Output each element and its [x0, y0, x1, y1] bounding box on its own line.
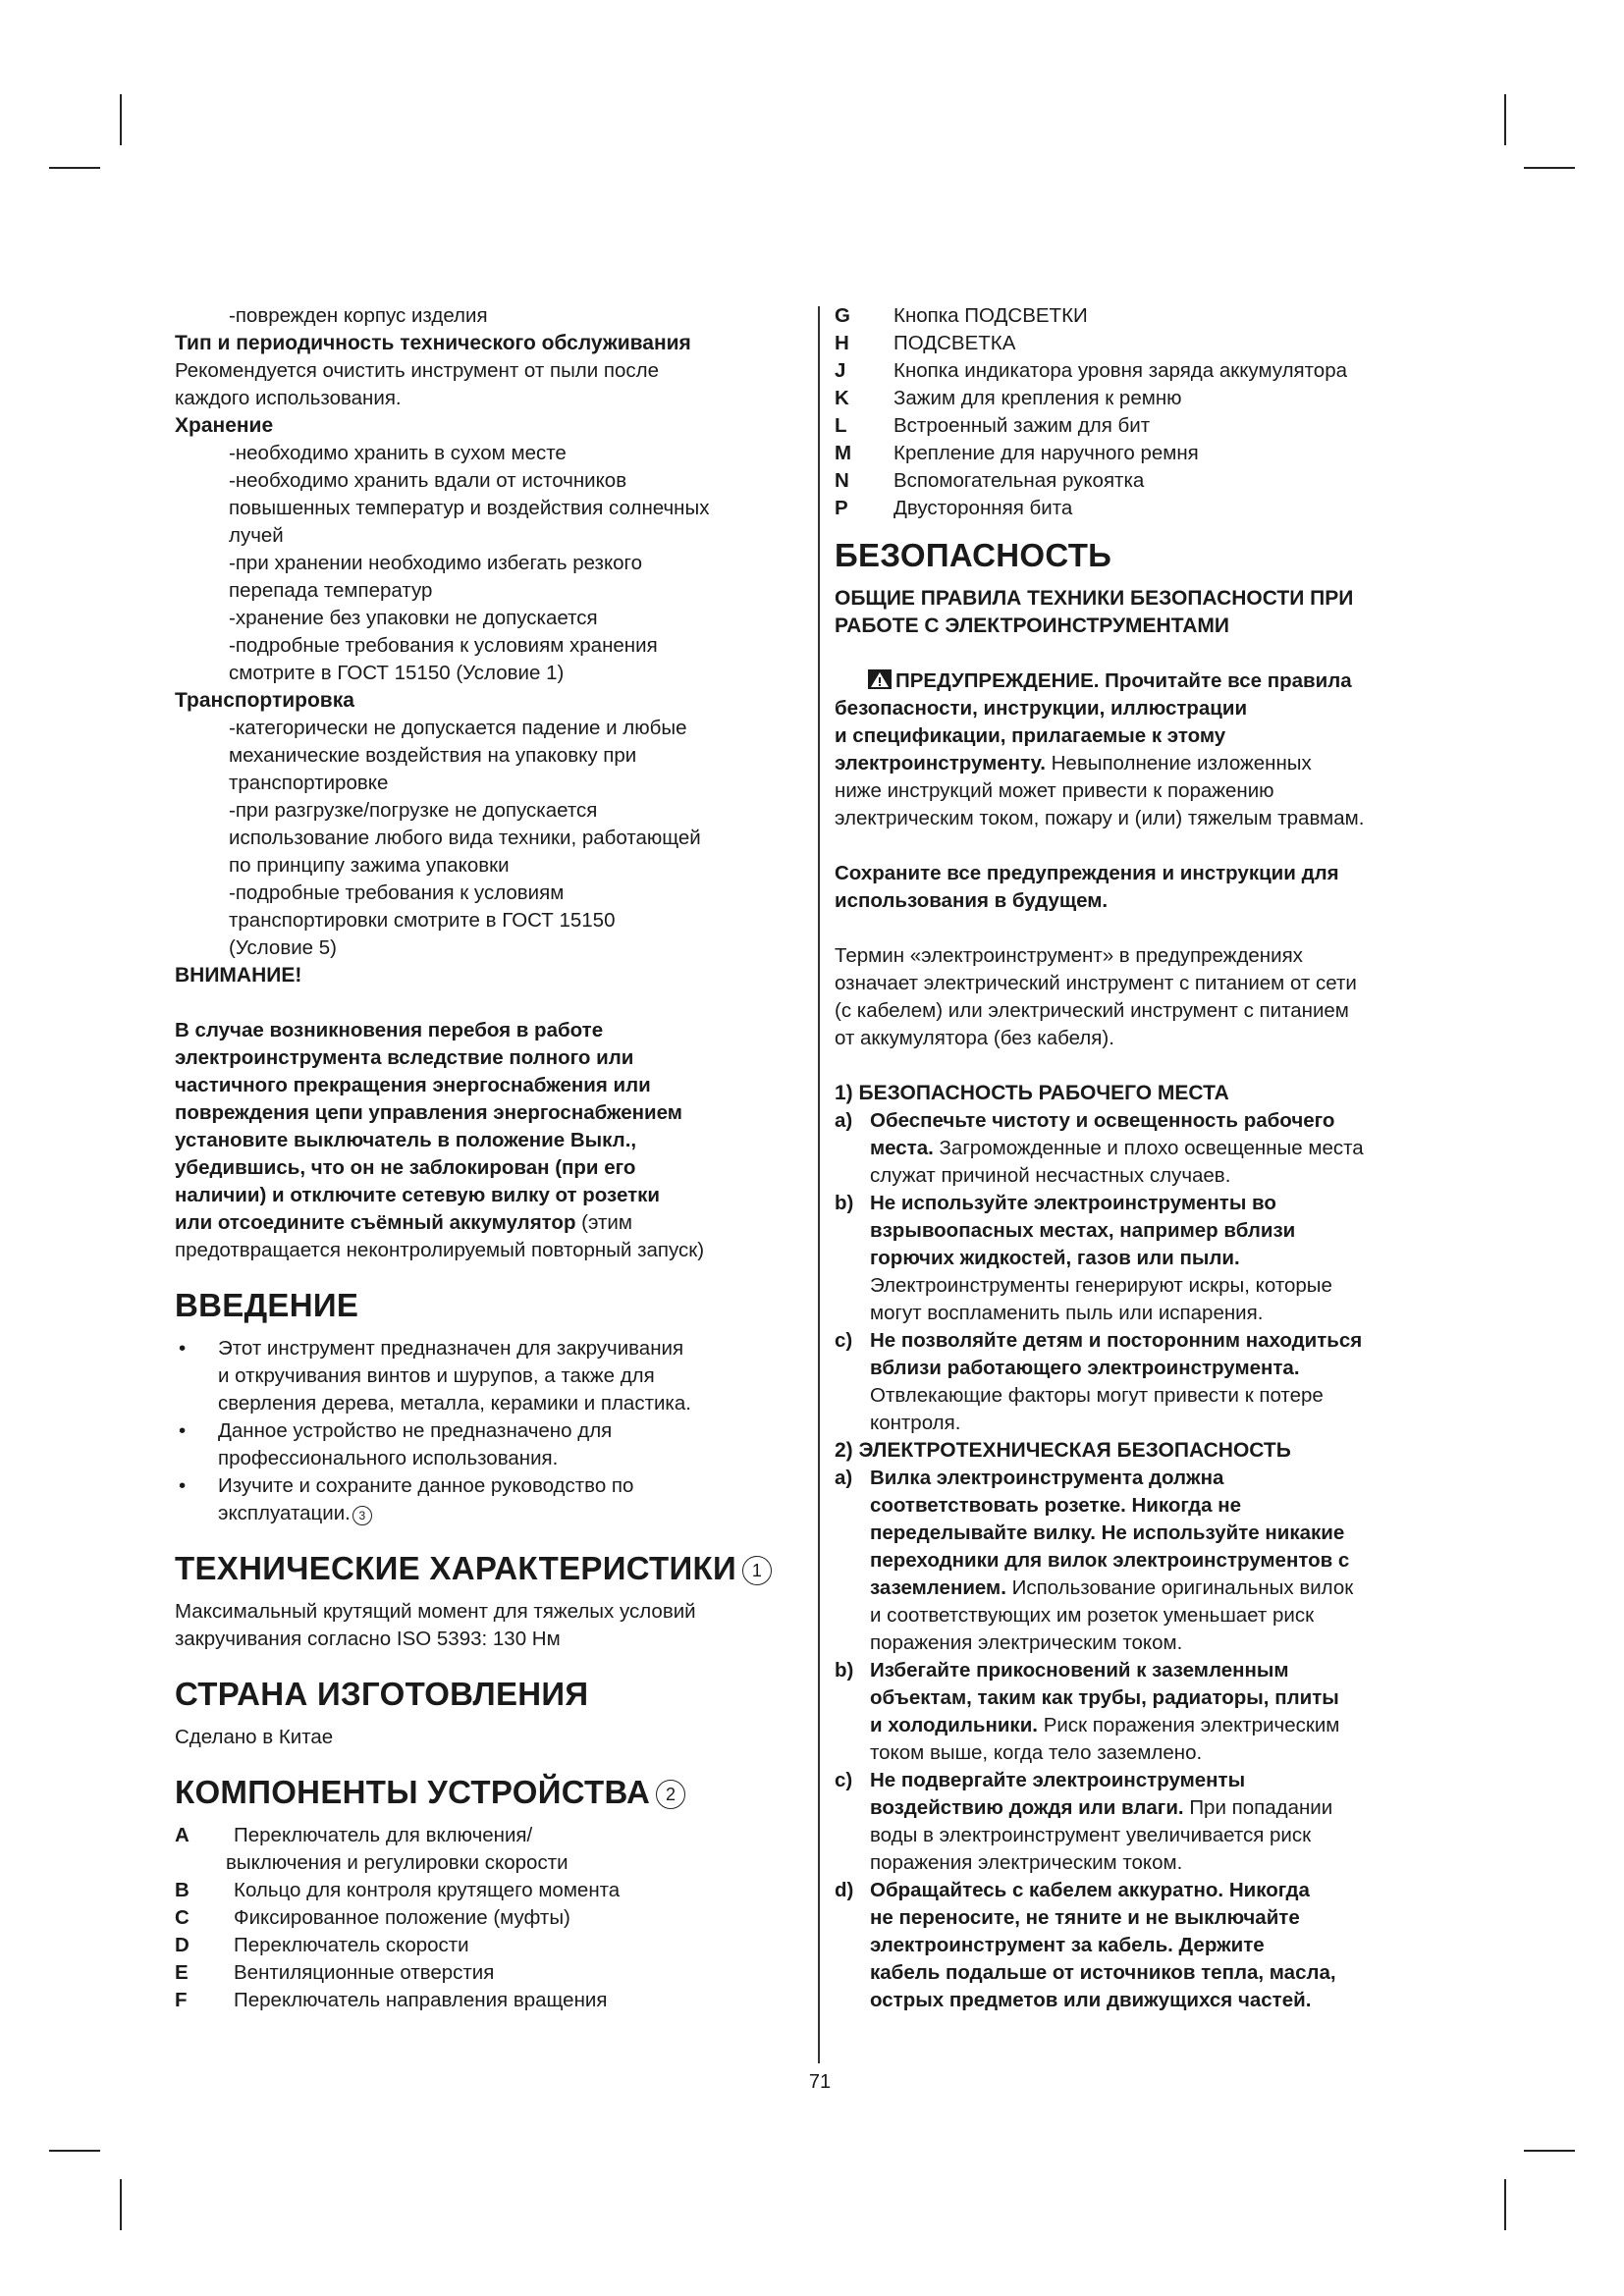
warning-block [835, 667, 1463, 832]
attention-line: (этим [575, 1211, 632, 1234]
page-number: 71 [808, 2071, 832, 2093]
rule-line: переходники для вилок электроинструментов с [870, 1549, 1350, 1572]
rule-line: и холодильники. [870, 1714, 1038, 1736]
component-key [175, 1849, 234, 1877]
electric-title: 2) ЭЛЕКТРОТЕХНИЧЕСКАЯ БЕЗОПАСНОСТЬ [835, 1439, 1291, 1462]
component-label: Переключатель для включения/ [234, 1824, 533, 1846]
storage-list [175, 440, 803, 687]
component-key: E [175, 1961, 189, 1984]
rule-letter: c) [835, 1769, 853, 1791]
component-item [835, 495, 1463, 522]
country-text: Сделано в Китае [175, 1726, 334, 1748]
bullet-line: сверления дерева, металла, керамики и пластика. [218, 1392, 691, 1415]
transport-line: транспортировке [229, 772, 389, 794]
bullet-line: Изучите и сохраните данное руководство по [218, 1474, 634, 1497]
maintenance-text: каждого использования. [175, 387, 402, 409]
component-label: Зажим для крепления к ремню [893, 387, 1182, 409]
rule-line: Вилка электроинструмента должна [870, 1467, 1224, 1489]
component-label: Кольцо для контроля крутящего момента [234, 1879, 621, 1901]
component-item [835, 385, 1463, 412]
rule-line: При попадании [1183, 1796, 1333, 1819]
component-item [175, 1959, 803, 1987]
component-item [175, 1822, 803, 1849]
transport-title: Транспортировка [175, 689, 354, 712]
rule-line: контроля. [870, 1412, 961, 1434]
spec-text: закручивания согласно ISO 5393: 130 Нм [175, 1628, 561, 1650]
transport-line: по принципу зажима упаковки [229, 854, 510, 877]
general-rules-title: РАБОТЕ С ЭЛЕКТРОИНСТРУМЕНТАМИ [835, 614, 1229, 637]
rule-line: поражения электрическим током. [870, 1851, 1183, 1874]
term-definition [835, 942, 1463, 1052]
attention-line: предотвращается неконтролируемый повторный запуск) [175, 1239, 705, 1261]
component-label: Кнопка ПОДСВЕТКИ [893, 304, 1088, 327]
work-area-title: 1) БЕЗОПАСНОСТЬ РАБОЧЕГО МЕСТА [835, 1082, 1229, 1104]
crop-mark [1504, 2179, 1506, 2230]
rule-line: и соответствующих им розеток уменьшает риск [870, 1604, 1315, 1627]
rule-line: воздействию дождя или влаги. [870, 1796, 1184, 1819]
attention-line: убедившись, что он не заблокирован (при его [175, 1156, 636, 1179]
term-line: Термин «электроинструмент» в предупреждениях [835, 944, 1303, 967]
rule-line: переделывайте вилку. Не используйте никакие [870, 1522, 1345, 1544]
warning-line: Невыполнение изложенных [1045, 752, 1312, 774]
component-item [835, 412, 1463, 440]
storage-line: -необходимо хранить вдали от источников [229, 469, 627, 492]
component-key: D [175, 1934, 189, 1956]
component-item [175, 1932, 803, 1959]
bullet-line: и откручивания винтов и шурупов, а также для [218, 1364, 655, 1387]
general-rules-title: ОБЩИЕ ПРАВИЛА ТЕХНИКИ БЕЗОПАСНОСТИ ПРИ [835, 587, 1354, 610]
component-label: Крепление для наручного ремня [893, 442, 1199, 464]
rule-line: горючих жидкостей, газов или пыли. [870, 1247, 1240, 1269]
rule-line: не переносите, не тяните и не выключайте [870, 1906, 1300, 1929]
bullet-dot: • [179, 1337, 187, 1360]
maintenance-text: Рекомендуется очистить инструмент от пыли после [175, 359, 660, 382]
work-area-rule-item [835, 1190, 1463, 1327]
component-item [835, 357, 1463, 385]
term-line: означает электрический инструмент с питанием от сети [835, 972, 1357, 994]
component-label: Встроенный зажим для бит [893, 414, 1151, 437]
component-label: Двусторонняя бита [893, 497, 1073, 519]
component-item [835, 467, 1463, 495]
component-key: M [835, 442, 852, 464]
crop-mark [49, 167, 100, 169]
bullet-item [175, 1417, 803, 1472]
rule-letter: c) [835, 1329, 853, 1352]
component-key: H [835, 332, 849, 354]
warning-line: электрическим током, пожару и (или) тяжелым травмам. [835, 807, 1365, 829]
transport-line: (Условие 5) [229, 936, 337, 959]
component-item [175, 1877, 803, 1904]
work-area-rule-item [835, 1327, 1463, 1437]
attention-title: ВНИМАНИЕ! [175, 964, 302, 987]
attention-line: наличии) и отключите сетевую вилку от розетки [175, 1184, 661, 1206]
figure-ref-circle: 3 [352, 1506, 372, 1525]
rule-line: током выше, когда тело заземлено. [870, 1741, 1203, 1764]
maintenance-title: Тип и периодичность технического обслуживания [175, 332, 691, 354]
rule-letter: a) [835, 1109, 853, 1132]
term-line: (с кабелем) или электрический инструмент с питанием [835, 999, 1349, 1022]
transport-line: -подробные требования к условиям [229, 881, 565, 904]
attention-line: частичного прекращения энергоснабжения или [175, 1074, 651, 1096]
electric-rule-item [835, 1877, 1463, 2014]
warning-line: электроинструменту. [835, 752, 1046, 774]
component-key: F [175, 1989, 188, 2011]
warning-icon [868, 669, 892, 689]
bullet-line: Этот инструмент предназначен для закручивания [218, 1337, 684, 1360]
rule-line: объектам, таким как трубы, радиаторы, плиты [870, 1686, 1339, 1709]
rule-line: острых предметов или движущихся частей. [870, 1989, 1312, 2011]
warning-line: ниже инструкций может привести к поражению [835, 779, 1274, 802]
rule-line: Избегайте прикосновений к заземленным [870, 1659, 1289, 1682]
attention-line: установите выключатель в положение Выкл., [175, 1129, 637, 1151]
warning-line: ПРЕДУПРЕЖДЕНИЕ. Прочитайте все правила [895, 669, 1352, 692]
rule-line: Не позволяйте детям и посторонним находиться [870, 1329, 1363, 1352]
rule-line: кабель подальше от источников тепла, масла, [870, 1961, 1336, 1984]
rule-line: вблизи работающего электроинструмента. [870, 1357, 1300, 1379]
rule-line: места. [870, 1137, 934, 1159]
crop-mark [1524, 2150, 1575, 2152]
rule-line: воды в электроинструмент увеличивается риск [870, 1824, 1312, 1846]
storage-line: смотрите в ГОСТ 15150 (Условие 1) [229, 662, 565, 684]
intro-line: -поврежден корпус изделия [229, 304, 488, 327]
crop-mark [1524, 167, 1575, 169]
rule-line: взрывоопасных местах, например вблизи [870, 1219, 1296, 1242]
storage-line: перепада температур [229, 579, 433, 602]
rule-line: служат причиной несчастных случаев. [870, 1164, 1231, 1187]
warning-line: и спецификации, прилагаемые к этому [835, 724, 1226, 747]
bullet-line: эксплуатации. [218, 1502, 351, 1524]
rule-line: соответствовать розетке. Никогда не [870, 1494, 1242, 1517]
spec-heading: ТЕХНИЧЕСКИЕ ХАРАКТЕРИСТИКИ [175, 1550, 736, 1586]
storage-line: повышенных температур и воздействия солнечных [229, 497, 710, 519]
column-divider [818, 306, 820, 2063]
figure-ref-circle: 2 [656, 1780, 685, 1809]
intro-heading: ВВЕДЕНИЕ [175, 1287, 359, 1323]
rule-line: заземлением. [870, 1576, 1006, 1599]
crop-mark [120, 2179, 122, 2230]
transport-line: механические воздействия на упаковку при [229, 744, 637, 767]
rule-letter: b) [835, 1192, 854, 1214]
keep-instructions: Сохраните все предупреждения и инструкции для [835, 862, 1339, 884]
country-heading: СТРАНА ИЗГОТОВЛЕНИЯ [175, 1676, 589, 1712]
component-label: Фиксированное положение (муфты) [234, 1906, 570, 1929]
storage-line: -необходимо хранить в сухом месте [229, 442, 567, 464]
bullet-line: профессионального использования. [218, 1447, 559, 1469]
storage-title: Хранение [175, 414, 274, 437]
attention-line: или отсоедините съёмный аккумулятор [175, 1211, 576, 1234]
intro-bullets [175, 1335, 803, 1527]
component-item [175, 1987, 803, 2014]
rule-line: Не используйте электроинструменты во [870, 1192, 1276, 1214]
bullet-dot: • [179, 1474, 187, 1497]
rule-letter: b) [835, 1659, 854, 1682]
component-item [175, 1849, 803, 1877]
rule-letter: a) [835, 1467, 853, 1489]
rule-line: Электроинструменты генерируют искры, которые [870, 1274, 1332, 1297]
electric-rules [835, 1465, 1463, 2014]
rule-line: Не подвергайте электроинструменты [870, 1769, 1246, 1791]
storage-line: лучей [229, 524, 284, 547]
components-heading: КОМПОНЕНТЫ УСТРОЙСТВА [175, 1774, 651, 1810]
component-item [835, 440, 1463, 467]
spec-text: Максимальный крутящий момент для тяжелых условий [175, 1600, 696, 1623]
component-item [835, 302, 1463, 330]
rule-line: Обращайтесь с кабелем аккуратно. Никогда [870, 1879, 1310, 1901]
storage-line: -хранение без упаковки не допускается [229, 607, 598, 629]
component-item [175, 1904, 803, 1932]
warning-line: безопасности, инструкции, иллюстрации [835, 697, 1248, 720]
rule-line: Риск поражения электрическим [1038, 1714, 1340, 1736]
components-list [175, 1822, 803, 2014]
component-label: Вспомогательная рукоятка [893, 469, 1145, 492]
rule-line: Загроможденные и плохо освещенные места [933, 1137, 1364, 1159]
component-key: L [835, 414, 847, 437]
rule-line: поражения электрическим током. [870, 1631, 1183, 1654]
component-label: Переключатель скорости [234, 1934, 469, 1956]
electric-rule-item [835, 1465, 1463, 1657]
crop-mark [49, 2150, 100, 2152]
rule-line: Отвлекающие факторы могут привести к потере [870, 1384, 1324, 1407]
crop-mark [120, 94, 122, 145]
term-line: от аккумулятора (без кабеля). [835, 1027, 1114, 1049]
component-key: B [175, 1879, 189, 1901]
attention-block [175, 1017, 803, 1264]
rule-line: электроинструмент за кабель. Держите [870, 1934, 1265, 1956]
component-label: ПОДСВЕТКА [893, 332, 1016, 354]
attention-line: электроинструмента вследствие полного или [175, 1046, 634, 1069]
storage-line: -подробные требования к условиям хранения [229, 634, 658, 657]
transport-list [175, 715, 803, 962]
safety-heading: БЕЗОПАСНОСТЬ [835, 537, 1112, 573]
component-key: G [835, 304, 850, 327]
component-key: J [835, 359, 846, 382]
component-key: N [835, 469, 849, 492]
components-list-continued [835, 302, 1463, 522]
transport-line: -при разгрузке/погрузке не допускается [229, 799, 598, 822]
attention-line: повреждения цепи управления энергоснабжением [175, 1101, 682, 1124]
rule-line: Использование оригинальных вилок [1005, 1576, 1354, 1599]
rule-line: могут воспламенить пыль или испарения. [870, 1302, 1264, 1324]
component-key: P [835, 497, 848, 519]
component-label: выключения и регулировки скорости [226, 1851, 568, 1874]
transport-line: использование любого вида техники, работающей [229, 827, 701, 849]
electric-rule-item [835, 1767, 1463, 1877]
electric-rule-item [835, 1657, 1463, 1767]
bullet-item [175, 1472, 803, 1527]
keep-instructions: использования в будущем. [835, 889, 1109, 912]
work-area-rule-item [835, 1107, 1463, 1190]
crop-mark [1504, 94, 1506, 145]
bullet-item [175, 1335, 803, 1417]
component-label: Переключатель направления вращения [234, 1989, 608, 2011]
right-column [835, 302, 1463, 2014]
component-key: C [175, 1906, 189, 1929]
component-item [835, 330, 1463, 357]
figure-ref-circle: 1 [742, 1556, 772, 1585]
attention-line: В случае возникновения перебоя в работе [175, 1019, 604, 1041]
work-area-rules [835, 1107, 1463, 1437]
left-column [175, 302, 803, 2014]
bullet-line: Данное устройство не предназначено для [218, 1419, 613, 1442]
storage-line: -при хранении необходимо избегать резкого [229, 552, 642, 574]
bullet-dot: • [179, 1419, 187, 1442]
component-label: Вентиляционные отверстия [234, 1961, 495, 1984]
component-label: Кнопка индикатора уровня заряда аккумулятора [893, 359, 1347, 382]
rule-line: Обеспечьте чистоту и освещенность рабочего [870, 1109, 1335, 1132]
component-key: A [175, 1824, 189, 1846]
transport-line: -категорически не допускается падение и любые [229, 717, 687, 739]
rule-letter: d) [835, 1879, 854, 1901]
transport-line: транспортировки смотрите в ГОСТ 15150 [229, 909, 616, 932]
component-key: K [835, 387, 849, 409]
